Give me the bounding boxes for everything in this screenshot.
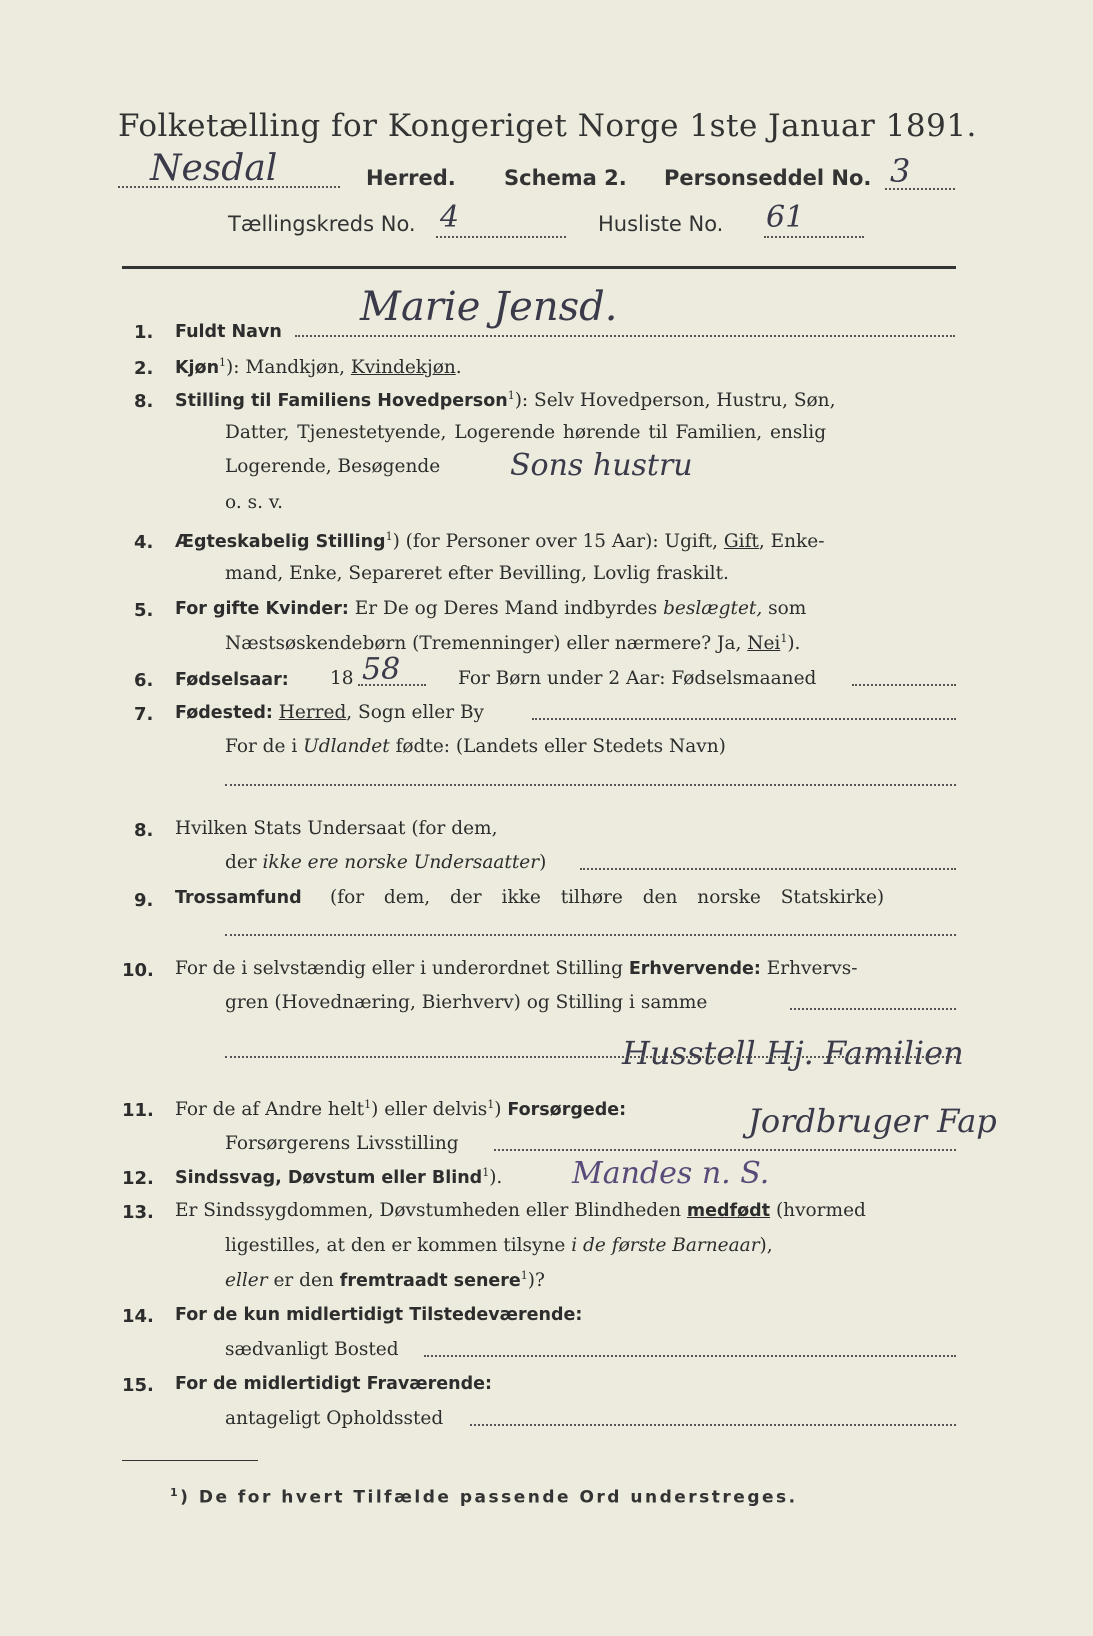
q13-line2	[225, 1235, 773, 1256]
q11-line1-bold: Forsørgede:	[507, 1100, 627, 1121]
q11-answer: Jordbruger Fap	[748, 1102, 997, 1140]
q11-sup-2: 1	[487, 1098, 495, 1111]
q5-line2-end: ).	[787, 633, 801, 655]
schema-label: Schema 2.	[504, 166, 627, 190]
q11-line1: For de af Andre helt$^1$) eller delvis$^1$) Forsørgede:	[175, 1098, 627, 1121]
footnote-sup: 1	[170, 1486, 181, 1499]
q10-line1	[175, 958, 858, 979]
q13-line1-a: Er Sindssygdommen, Døvstumheden eller Blindheden	[175, 1200, 687, 1221]
q2-number: 2.	[134, 358, 154, 379]
q7-foreign-dotted-line	[225, 784, 956, 786]
q3-label: Stilling til Familiens Hovedperson	[175, 391, 508, 412]
q15-line1: For de midlertidigt Fraværende:	[175, 1374, 492, 1394]
q4-number: 4.	[134, 532, 154, 553]
q2-text	[175, 356, 462, 378]
q7-line2	[225, 736, 726, 757]
q1-label: Fuldt Navn	[175, 322, 282, 342]
q12-sup: 1	[482, 1166, 490, 1179]
q3-number: 8.	[134, 391, 154, 412]
q4-line1-end: , Enke-	[758, 531, 825, 553]
q13-line3	[225, 1269, 545, 1291]
q13-line1	[175, 1200, 866, 1221]
q11-line1-a: For de af Andre helt	[175, 1099, 365, 1121]
q12-number: 12.	[122, 1168, 154, 1189]
q11-line1-b: ) eller delvis	[371, 1099, 488, 1121]
q13-line3-b: )?	[527, 1270, 545, 1292]
q3-line4: o. s. v.	[225, 492, 283, 513]
herred-value: Nesdal	[150, 148, 278, 189]
q7-line2-b: fødte: (Landets eller Stedets Navn)	[389, 736, 726, 757]
q7-rest: , Sogn eller By	[346, 702, 485, 723]
q12-rest: ).	[489, 1167, 503, 1189]
kreds-value: 4	[440, 200, 460, 235]
q5-label: For gifte Kvinder:	[175, 599, 349, 619]
q15-line2: antageligt Opholdssted	[225, 1408, 444, 1429]
q5-beslaegtet: beslægtet,	[663, 598, 763, 619]
q14-line2: sædvanligt Bosted	[225, 1339, 399, 1360]
q5-line2-a: Næstsøskendebørn (Tremenninger) eller nærmere? Ja,	[225, 633, 748, 655]
q3-line3: Logerende, Besøgende	[225, 456, 441, 477]
q10-dotted-line-2	[225, 1056, 956, 1058]
q12-label: Sindssvag, Døvstum eller Blind	[175, 1168, 483, 1189]
q10-line2: gren (Hovednæring, Bierhverv) og Stilling i samme	[225, 992, 708, 1013]
q9-label: Trossamfund	[175, 888, 302, 908]
q13-line3-bold: fremtraadt senere	[339, 1271, 521, 1292]
q8-line1: Hvilken Stats Undersaat (for dem,	[175, 818, 498, 839]
header-rule	[122, 266, 956, 269]
q9-rest: (for dem, der ikke tilhøre den norske Statskirke)	[330, 887, 885, 908]
q10-line1-bold: Erhvervende:	[628, 959, 761, 979]
q6-prefix: 18	[330, 668, 354, 689]
footnote-text: ) De for hvert Tilfælde passende Ord understreges.	[180, 1487, 798, 1508]
q11-line2: Forsørgerens Livsstilling	[225, 1133, 459, 1154]
q13-line3-a: er den	[267, 1270, 340, 1292]
q5-nei: Nei	[747, 633, 781, 655]
q5-line2	[225, 632, 800, 654]
q10-dotted-line-1	[790, 1008, 956, 1010]
q10-number: 10.	[122, 960, 154, 981]
q8-line2-b: )	[539, 852, 547, 873]
herred-label: Herred.	[366, 166, 456, 190]
husliste-label: Husliste No.	[598, 212, 724, 236]
q8-line2-ital: ikke ere norske Undersaatter	[262, 852, 540, 873]
q13-medfodt: medfødt	[686, 1201, 771, 1221]
q3-line1	[175, 389, 835, 411]
q6-month-dotted-line	[852, 684, 956, 686]
q2-text-c: .	[455, 357, 462, 379]
q14-number: 14.	[122, 1306, 154, 1327]
q7-line1	[175, 702, 484, 723]
personseddel-value: 3	[890, 152, 911, 190]
q6-label: Fødselsaar:	[175, 670, 289, 690]
q14-dotted-line	[424, 1355, 956, 1357]
personseddel-dotted-line	[885, 188, 955, 190]
kreds-dotted-line	[436, 236, 566, 238]
q12-line	[175, 1166, 502, 1188]
q4-label: Ægteskabelig Stilling	[175, 532, 386, 553]
q13-line2-b: ),	[759, 1235, 773, 1256]
q6-number: 6.	[134, 670, 154, 691]
q14-line1: For de kun midlertidigt Tilstedeværende:	[175, 1305, 583, 1325]
q3-answer: Sons hustru	[510, 448, 693, 483]
q13-line2-ital: i de første Barneaar	[571, 1235, 760, 1256]
q4-sup: 1	[385, 530, 393, 543]
q13-line3-ital: eller	[225, 1270, 268, 1292]
q6-year-dotted-line	[358, 684, 426, 686]
q5-line1-rest: Er De og Deres Mand indbyrdes	[348, 598, 664, 619]
q10-answer: Husstell Hj. Familien	[622, 1034, 964, 1072]
q11-dotted-line	[494, 1149, 956, 1151]
q7-line2-a: For de i	[225, 736, 304, 757]
herred-dotted-line	[118, 186, 340, 188]
q13-line2-a: ligestilles, at den er kommen tilsyne	[225, 1235, 572, 1256]
q6-rest: For Børn under 2 Aar: Fødselsmaaned	[458, 668, 817, 689]
q11-sup-1: 1	[364, 1098, 372, 1111]
q12-answer: Mandes n. S.	[572, 1156, 770, 1191]
q4-line1-rest: ) (for Personer over 15 Aar): Ugift,	[392, 531, 724, 553]
q8-line2-a: der	[225, 852, 263, 873]
q8-dotted-line	[580, 868, 956, 870]
q7-udlandet: Udlandet	[303, 736, 390, 757]
q7-dotted-line	[532, 718, 956, 720]
q2-sup: 1	[219, 356, 227, 369]
q8-number: 8.	[134, 820, 154, 841]
q5-line1	[175, 598, 806, 619]
q10-line1-a: For de i selvstændig eller i underordnet Stilling	[175, 958, 629, 979]
q8-line2	[225, 852, 546, 873]
q13-number: 13.	[122, 1202, 154, 1223]
personseddel-label: Personseddel No.	[664, 166, 872, 190]
q10-line1-b: Erhvervs-	[760, 958, 858, 979]
q4-gift: Gift	[723, 531, 759, 553]
q5-sup: 1	[780, 632, 788, 645]
q5-line1-end: som	[762, 598, 807, 619]
husliste-value: 61	[766, 200, 805, 235]
q3-line1-rest: ): Selv Hovedperson, Hustru, Søn,	[514, 390, 836, 412]
q1-dotted-line	[295, 335, 955, 337]
q3-sup: 1	[507, 389, 515, 402]
q15-number: 15.	[122, 1375, 154, 1396]
q13-sup: 1	[520, 1269, 528, 1282]
form-title: Folketælling for Kongeriget Norge 1ste Januar 1891.	[118, 108, 977, 144]
kreds-label: Tællingskreds No.	[228, 212, 416, 236]
q15-dotted-line	[470, 1424, 956, 1426]
q3-line2: Datter, Tjenestetyende, Logerende hørende til Familien, enslig	[225, 422, 827, 443]
q7-label: Fødested:	[175, 703, 273, 723]
footnote-rule	[122, 1460, 258, 1461]
q2-label: Kjøn	[175, 358, 220, 379]
q11-number: 11.	[122, 1100, 154, 1121]
q1-number: 1.	[134, 322, 154, 343]
q6-answer: 58	[362, 652, 401, 687]
q5-number: 5.	[134, 600, 154, 621]
q4-line2: mand, Enke, Separeret efter Bevilling, Lovlig fraskilt.	[225, 563, 729, 584]
q7-herred: Herred	[278, 702, 347, 723]
q7-number: 7.	[134, 704, 154, 725]
q9-number: 9.	[134, 890, 154, 911]
q2-text-a: ): Mandkjøn,	[226, 357, 351, 379]
husliste-dotted-line	[764, 236, 864, 238]
footnote	[170, 1486, 798, 1508]
q9-dotted-line	[225, 934, 956, 936]
q13-line1-b: (hvormed	[770, 1200, 866, 1221]
q2-kvindekjon: Kvindekjøn	[350, 357, 456, 379]
q1-answer: Marie Jensd.	[360, 284, 618, 330]
q4-line1	[175, 530, 824, 552]
